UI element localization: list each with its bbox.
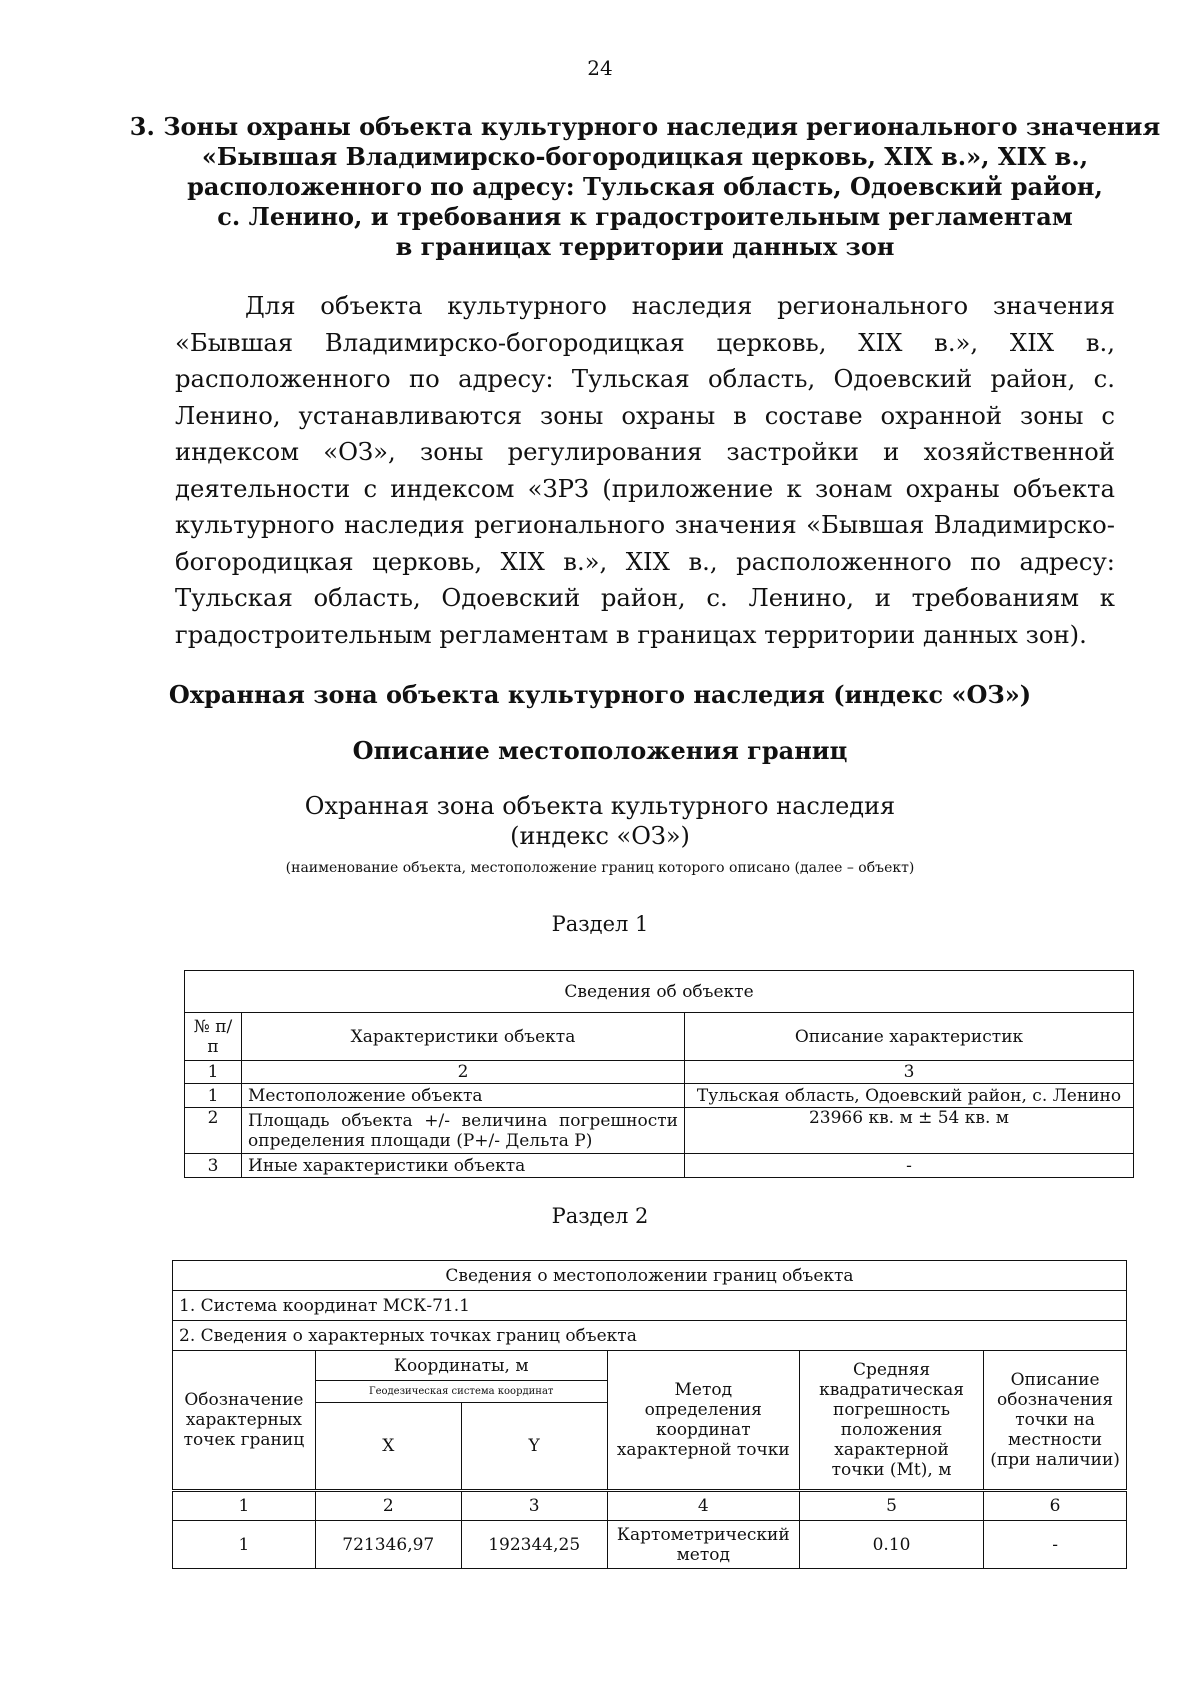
col-header-desc: Описание характеристик <box>685 1013 1134 1061</box>
title-line: расположенного по адресу: Тульская область, Одоевский район, <box>187 172 1103 201</box>
point-cell: 1 <box>173 1521 316 1569</box>
boundary-points-table <box>172 1260 1127 1569</box>
col-header-char: Характеристики объекта <box>242 1013 685 1061</box>
col-header-desc: Описание обозначения точки на местности (при наличии) <box>984 1351 1127 1491</box>
row-num: 2 <box>185 1108 242 1154</box>
object-name-line2: (индекс «ОЗ») <box>510 822 690 850</box>
desc-cell: - <box>984 1521 1127 1569</box>
row-char: Местоположение объекта <box>242 1084 685 1108</box>
table-row <box>185 1084 1134 1108</box>
row-char: Площадь объекта +/- величина погрешности определения площади (Р+/- Дельта Р) <box>242 1108 685 1154</box>
table-title: Сведения об объекте <box>185 971 1134 1013</box>
section1-label: Раздел 1 <box>551 912 649 936</box>
boundaries-heading: Описание местоположения границ <box>352 736 848 765</box>
table-row <box>185 1154 1134 1178</box>
page-number: 24 <box>587 56 613 80</box>
title-line: 3. Зоны охраны объекта культурного наследия регионального значения <box>129 112 1161 141</box>
title-line: «Бывшая Владимирско-богородицкая церковь, XIX в.», XIX в., <box>201 142 1089 171</box>
col-header-x: X <box>315 1403 461 1491</box>
row-desc: 23966 кв. м ± 54 кв. м <box>685 1108 1134 1154</box>
row-desc: Тульская область, Одоевский район, с. Ленино <box>685 1084 1134 1108</box>
x-cell: 721346,97 <box>315 1521 461 1569</box>
index-cell: 2 <box>242 1061 685 1084</box>
coord-system: 1. Система координат МСК-71.1 <box>173 1291 1127 1321</box>
title-line: с. Ленино, и требования к градостроительным регламентам <box>217 202 1073 231</box>
row-char: Иные характеристики объекта <box>242 1154 685 1178</box>
section-title <box>120 112 1170 262</box>
object-name-line1: Охранная зона объекта культурного наследия <box>304 792 896 820</box>
index-cell: 5 <box>799 1491 983 1521</box>
points-title: 2. Сведения о характерных точках границ объекта <box>173 1321 1127 1351</box>
col-header-method: Метод определения координат характерной точки <box>607 1351 799 1491</box>
zone-heading: Охранная зона объекта культурного наследия (индекс «ОЗ») <box>168 680 1032 709</box>
table-row <box>185 1108 1134 1154</box>
col-header-designation: Обозначение характерных точек границ <box>173 1351 316 1491</box>
intro-paragraph: Для объекта культурного наследия регионального значения «Бывшая Владимирско-богородицкая церковь, XIX в.», XIX в., расположенного по адресу: Тульская область, Одоевский район, с. Ленино, устанавливаются зоны охраны в составе охранной зоны с индексом «ОЗ», зоны регулирования застройки и хозяйственной деятельности с индексом «ЗРЗ (приложение к зонам охраны объекта культурного наследия регионального значения «Бывшая Владимирско-богородицкая церковь, XIX в.», XIX в., расположенного по адресу: Тульская область, Одоевский район, с. Ленино, и требованиям к градостроительным регламентам в границах территории данных зон). <box>175 291 1115 649</box>
index-cell: 3 <box>461 1491 607 1521</box>
table-row <box>173 1521 1127 1569</box>
index-cell: 1 <box>173 1491 316 1521</box>
col-header-num: № п/п <box>185 1013 242 1061</box>
object-name-caption: (наименование объекта, местоположение границ которого описано (далее – объект) <box>285 860 915 876</box>
col-header-geo: Геодезическая система координат <box>315 1381 607 1403</box>
index-cell: 2 <box>315 1491 461 1521</box>
col-header-coords: Координаты, м <box>315 1351 607 1381</box>
index-cell: 6 <box>984 1491 1127 1521</box>
row-desc: - <box>685 1154 1134 1178</box>
error-cell: 0.10 <box>799 1521 983 1569</box>
object-info-table <box>184 970 1134 1178</box>
title-line: в границах территории данных зон <box>395 232 895 261</box>
col-header-y: Y <box>461 1403 607 1491</box>
method-cell: Картометрический метод <box>607 1521 799 1569</box>
row-num: 1 <box>185 1084 242 1108</box>
index-cell: 1 <box>185 1061 242 1084</box>
row-num: 3 <box>185 1154 242 1178</box>
index-cell: 4 <box>607 1491 799 1521</box>
y-cell: 192344,25 <box>461 1521 607 1569</box>
index-cell: 3 <box>685 1061 1134 1084</box>
col-header-error: Средняя квадратическая погрешность положения характерной точки (Mt), м <box>799 1351 983 1491</box>
section2-label: Раздел 2 <box>551 1204 649 1228</box>
table-title: Сведения о местоположении границ объекта <box>173 1261 1127 1291</box>
